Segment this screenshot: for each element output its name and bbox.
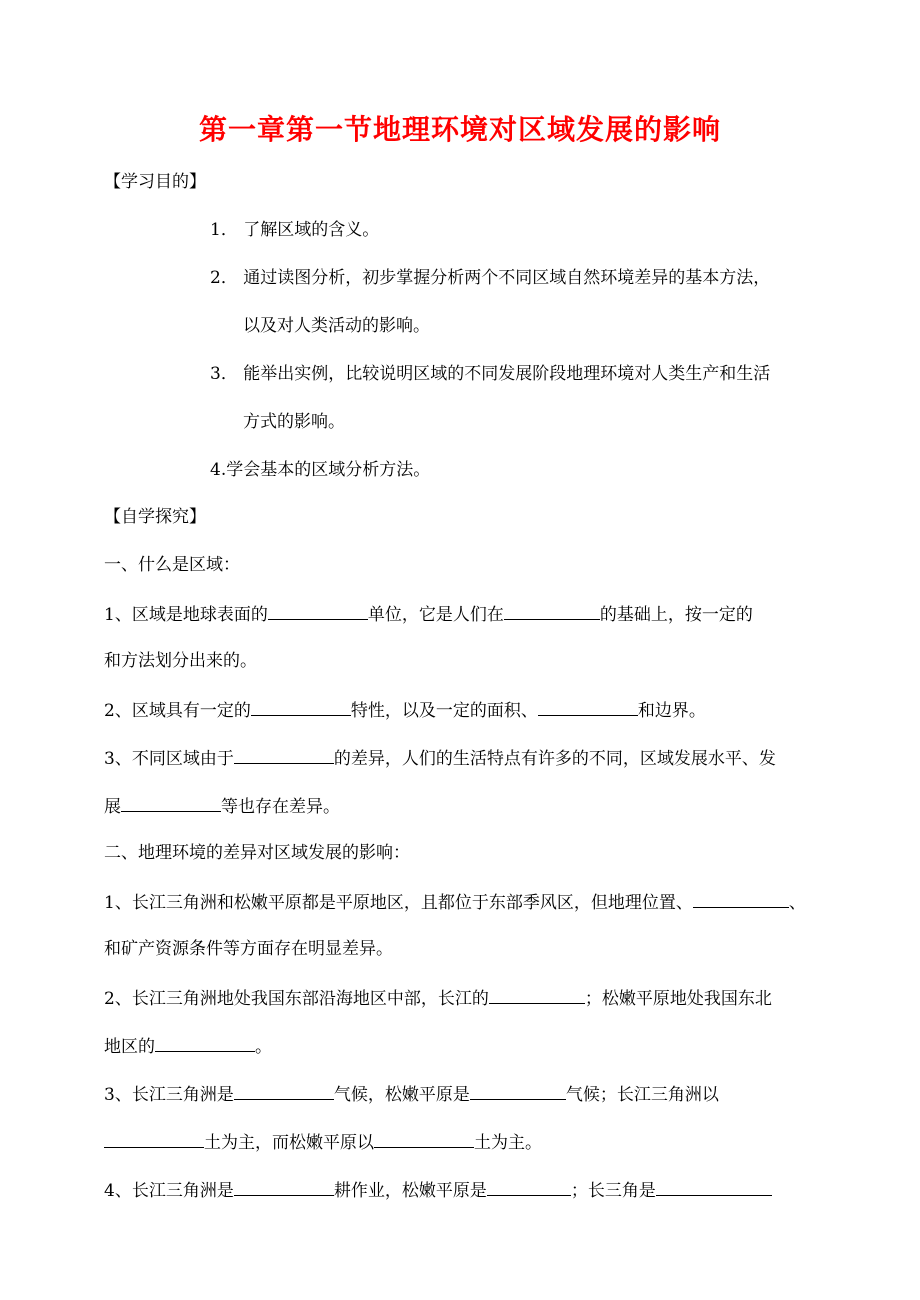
question-line [104, 1081, 719, 1107]
goal-item-continued: 以及对人类活动的影响。 [243, 316, 430, 336]
question-text: 气候；长江三角洲以 [565, 1085, 719, 1105]
question-text: 特性，以及一定的面积、 [350, 701, 538, 721]
fill-blank[interactable] [234, 745, 334, 764]
question-line [104, 601, 753, 627]
question-text: 。 [255, 1037, 272, 1057]
question-text: 和边界。 [637, 701, 706, 721]
question-line [104, 697, 706, 723]
question-text: 土为主。 [474, 1133, 542, 1153]
question-line: 和矿产资源条件等方面存在明显差异。 [104, 939, 393, 959]
goal-item: 3． 能举出实例，比较说明区域的不同发展阶段地理环境对人类生产和生活 [210, 364, 771, 384]
question-text: 4、长江三角洲是 [104, 1181, 234, 1201]
question-line [104, 889, 806, 915]
question-line [104, 793, 340, 819]
fill-blank[interactable] [487, 1177, 571, 1196]
question-text: 3、长江三角洲是 [104, 1085, 234, 1105]
question-text: 的差异，人们的生活特点有许多的不同，区域发展水平、发 [333, 749, 776, 769]
question-text: 气候，松嫩平原是 [333, 1085, 470, 1105]
fill-blank[interactable] [251, 697, 351, 716]
question-text: 地区的 [104, 1037, 155, 1057]
question-text: 的基础上，按一定的 [599, 605, 753, 625]
fill-blank[interactable] [234, 1081, 334, 1100]
explore-header: 【自学探究】 [104, 507, 206, 527]
page-title: 第一章第一节地理环境对区域发展的影响 [198, 113, 721, 146]
fill-blank[interactable] [656, 1177, 772, 1196]
question-text: 1、区域是地球表面的 [104, 605, 268, 625]
fill-blank[interactable] [538, 697, 638, 716]
question-text: 2、长江三角洲地处我国东部沿海地区中部，长江的 [104, 989, 489, 1009]
fill-blank[interactable] [504, 601, 600, 620]
goal-item: 2． 通过读图分析，初步掌握分析两个不同区域自然环境差异的基本方法， [210, 268, 771, 288]
fill-blank[interactable] [268, 601, 368, 620]
question-text: 耕作业，松嫩平原是 [333, 1181, 487, 1201]
question-line [104, 745, 776, 771]
goal-item-continued: 方式的影响。 [243, 412, 345, 432]
question-line: 和方法划分出来的。 [104, 651, 257, 671]
question-text: 土为主，而松嫩平原以 [204, 1133, 374, 1153]
question-text: 1、长江三角洲和松嫩平原都是平原地区，且都位于东部季风区，但地理位置、 [104, 893, 693, 913]
fill-blank[interactable] [489, 985, 585, 1004]
fill-blank[interactable] [104, 1129, 204, 1148]
fill-blank[interactable] [234, 1177, 334, 1196]
question-line [104, 1129, 542, 1155]
question-text: 展 [104, 797, 121, 817]
goals-header: 【学习目的】 [104, 172, 206, 192]
question-line [104, 985, 772, 1011]
fill-blank[interactable] [470, 1081, 566, 1100]
question-text: 等也存在差异。 [221, 797, 340, 817]
part2-header: 二、地理环境的差异对区域发展的影响： [104, 843, 410, 863]
fill-blank[interactable] [121, 793, 221, 812]
question-text: 3、不同区域由于 [104, 749, 234, 769]
question-line [104, 1033, 272, 1059]
question-line [104, 1177, 772, 1203]
goal-item: 1． 了解区域的含义。 [210, 220, 380, 240]
question-text: 2、区域具有一定的 [104, 701, 251, 721]
question-text: 、 [788, 893, 806, 913]
part1-header: 一、什么是区域： [104, 555, 240, 575]
fill-blank[interactable] [693, 889, 789, 908]
fill-blank[interactable] [374, 1129, 474, 1148]
fill-blank[interactable] [155, 1033, 255, 1052]
question-text: ；松嫩平原地处我国东北 [584, 989, 772, 1009]
goal-item: 4.学会基本的区域分析方法。 [210, 460, 431, 480]
question-text: ；长三角是 [570, 1181, 656, 1201]
question-text: 单位，它是人们在 [367, 605, 504, 625]
